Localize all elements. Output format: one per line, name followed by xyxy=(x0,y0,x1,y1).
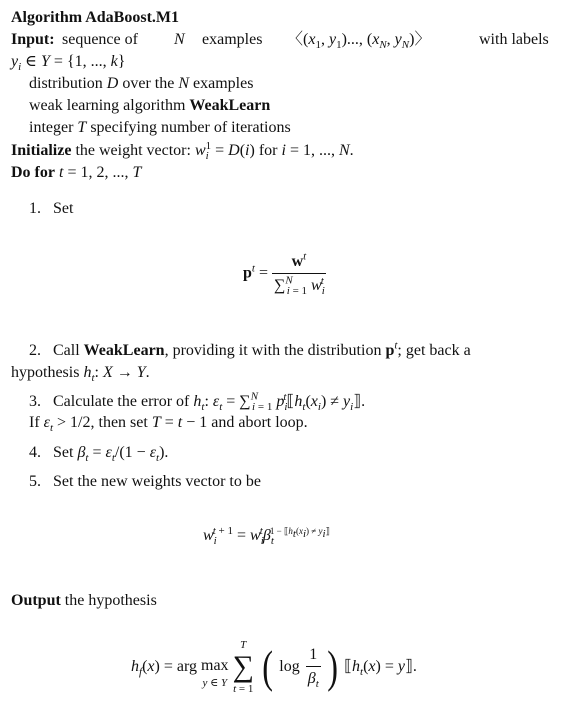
do-for-line: Do for t = 1, 2, ..., T xyxy=(11,164,142,181)
step-3-condition: If $\varepsilon_t > 1/2$, then set T = t − 1 and abort loop. xyxy=(29,414,308,435)
input-N: N xyxy=(174,31,185,48)
step-3: 3. Calculate the error of $h_t$: $\varepsilon_t = \sum^N_{i = 1}$ $p_i^t⟦h_t(x_i)$ ≠ $y_i⟧$. xyxy=(29,390,366,414)
integer-line: integer T specifying number of iterations xyxy=(29,119,291,136)
input-text-a: sequence of xyxy=(62,31,138,48)
label-set-math: $y_i$ ∈ Y = {1, ..., k} xyxy=(11,53,126,74)
step-2-cont: hypothesis $h_t$: X → Y. xyxy=(11,364,150,385)
algorithm-title: Algorithm AdaBoost.M1 xyxy=(11,9,179,26)
distribution-line: distribution D over the N examples xyxy=(29,75,254,92)
input-label: Input: xyxy=(11,31,55,48)
initialize-line: Initialize the weight vector: w 1 i = D(i) for i = 1, ..., N. xyxy=(11,140,354,163)
weight-update-formula: $w_i^{t + 1} = w_i^t\beta_t^{1 - ⟦h_t(x_i) \ne y_i⟧}$ xyxy=(203,524,331,548)
input-text-b: examples xyxy=(202,31,263,48)
step-1-formula: $p^t$ = $\frac{w^t}{\sum^N_{i = 1} w_i^t}$ xyxy=(243,250,325,298)
step-4: 4. Set $\beta_t = \varepsilon_t/(1 - \varepsilon_t)$. xyxy=(29,444,169,465)
step-5: 5. Set the new weights vector to be xyxy=(29,473,261,490)
weight-normalization-fraction: $\frac{w^t}{\sum^N_{i = 1} w_i^t}$ xyxy=(274,250,325,298)
step-1: 1. Set xyxy=(29,200,74,217)
step-2: 2. Call WeakLearn, providing it with the distribution $p^t$; get back a xyxy=(29,339,471,359)
output-line: Output the hypothesis xyxy=(11,592,157,609)
input-line xyxy=(11,30,571,50)
input-text-c: with labels xyxy=(479,31,549,48)
final-hypothesis-formula: $h_f(x)$ = arg max y ∈ Y T ∑ t = 1 ( log $\frac{1}{\beta_t}$ ) $⟦h_t(x)$ = y⟧. xyxy=(131,639,417,695)
example-sequence-math: 〈($x_1$, $y_1$)..., ($x_N$, $y_N$)〉 xyxy=(287,31,431,52)
weak-learning-line: weak learning algorithm WeakLearn xyxy=(29,97,271,114)
